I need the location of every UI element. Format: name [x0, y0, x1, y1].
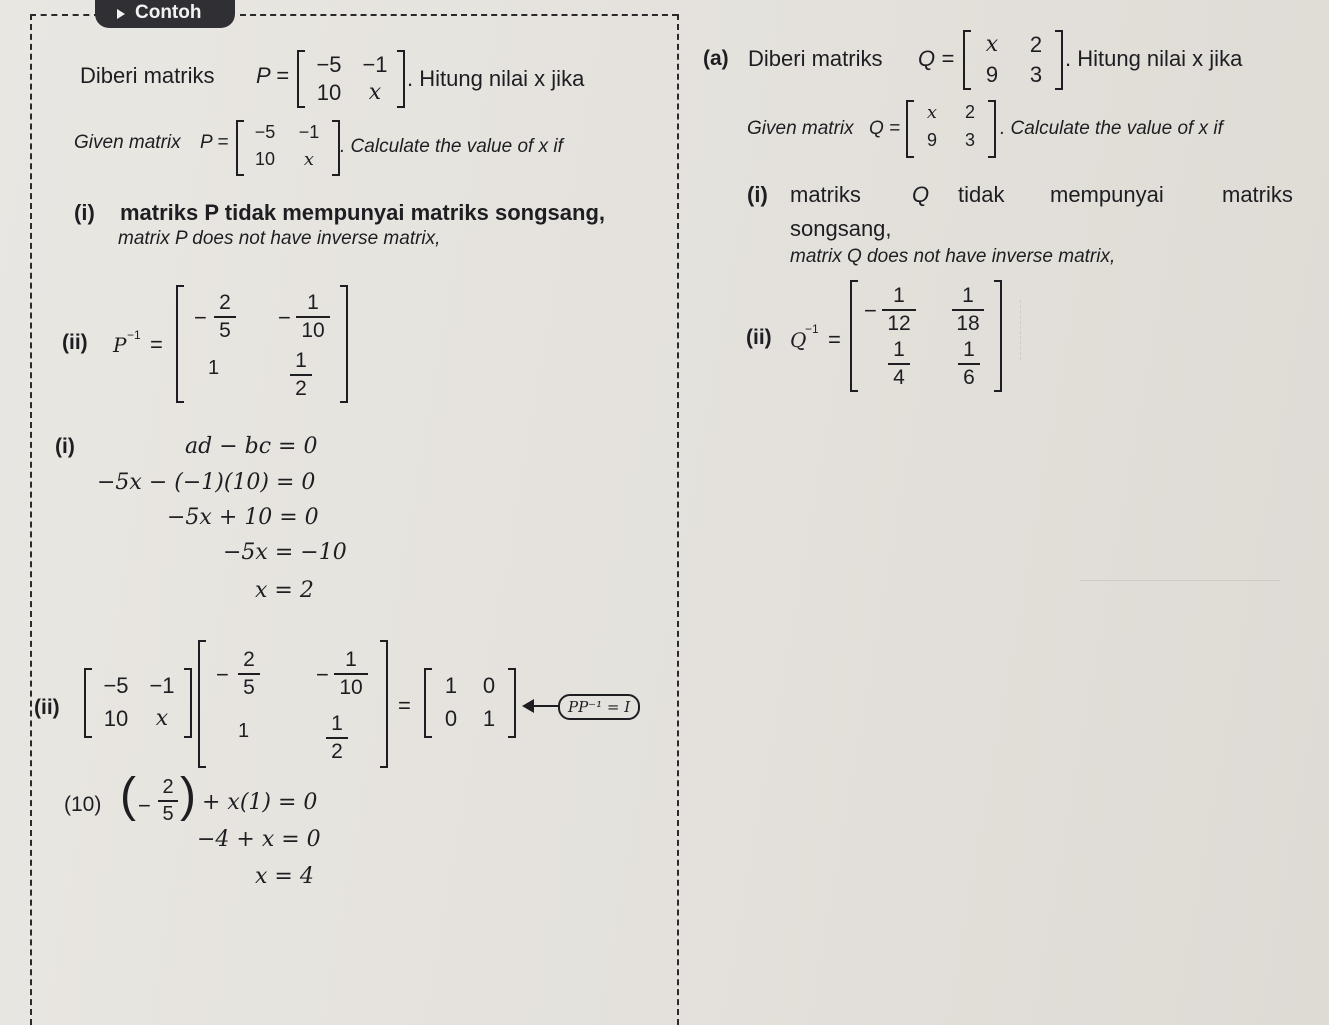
matrix-q-small	[906, 100, 996, 158]
inverse-matrix-q	[850, 280, 1002, 392]
frame-top	[240, 14, 678, 16]
part-i-label: (i)	[747, 182, 768, 207]
inverse-superscript: −1	[805, 322, 819, 336]
matrix-cell: 10	[254, 149, 276, 169]
part-i-text-malay: matriks P tidak mempunyai matriks songsang,	[120, 200, 605, 225]
close-paren: )	[180, 769, 196, 822]
inverse-superscript: −1	[127, 328, 141, 342]
solution-step: x = 2	[255, 578, 314, 603]
solution-step: −5x = −10	[223, 540, 347, 565]
part-i-text-english: matrix P does not have inverse matrix,	[118, 228, 441, 249]
minus-sign: −	[194, 305, 207, 330]
part-a-label: (a)	[703, 47, 729, 70]
equals-sign: =	[150, 332, 163, 357]
bleed-through-mark	[1020, 300, 1261, 360]
frame-top-left	[30, 14, 100, 16]
fraction: 1 10	[334, 648, 368, 700]
matrix-cell: 2	[1029, 32, 1043, 57]
part-i-word: Q	[912, 182, 930, 207]
inverse-matrix-p	[198, 640, 388, 768]
matrix-q	[963, 30, 1063, 90]
solution-ii-label: (ii)	[34, 696, 60, 719]
matrix-name: Q =	[918, 46, 955, 71]
part-i-text-english: matrix Q does not have inverse matrix,	[790, 246, 1116, 267]
question-text-english-end: . Calculate the value of x if	[340, 136, 563, 157]
question-text-english: Given matrix	[747, 118, 854, 139]
frame-left	[30, 14, 32, 1025]
matrix-cell: 2	[964, 102, 975, 122]
matrix-name: P =	[256, 63, 289, 88]
matrix-p	[297, 50, 405, 108]
matrix-cell: −5	[316, 52, 342, 77]
example-tag-label: Contoh	[135, 2, 202, 23]
matrix-cell: 9	[985, 62, 999, 87]
matrix-cell: 1	[238, 720, 250, 742]
solution-i-label: (i)	[55, 435, 75, 458]
part-i-label: (i)	[74, 200, 95, 225]
matrix-cell: −1	[362, 52, 388, 77]
fraction: 1 6	[958, 338, 980, 390]
fraction: 1 18	[952, 284, 984, 336]
solution-step: + x(1) = 0	[202, 790, 318, 815]
fraction: 1 4	[888, 338, 910, 390]
matrix-cell: 0	[482, 673, 496, 698]
matrix-cell: x	[303, 149, 315, 170]
part-i-word: tidak	[958, 182, 1005, 207]
matrix-cell: 10	[316, 80, 342, 105]
question-text-malay: Diberi matriks	[748, 46, 883, 71]
matrix-cell: −1	[298, 122, 320, 142]
fraction: 1 12	[882, 284, 916, 336]
fraction: 2 5	[214, 291, 236, 343]
fraction: 1 2	[290, 349, 312, 401]
minus-sign: −	[216, 662, 229, 687]
matrix-name: Q =	[869, 118, 901, 139]
solution-step: −5x + 10 = 0	[167, 505, 319, 530]
question-text-malay-end: . Hitung nilai x jika	[407, 66, 585, 91]
matrix-cell: 3	[964, 130, 975, 150]
bleed-through-mark	[1080, 520, 1280, 581]
minus-sign: −	[316, 662, 329, 687]
matrix-cell: x	[926, 102, 938, 123]
fraction: 2 5	[158, 776, 178, 826]
solution-step: −5x − (−1)(10) = 0	[97, 470, 316, 495]
part-i-text-malay-line2: songsang,	[790, 216, 892, 241]
column-divider	[677, 14, 679, 1025]
part-i-word: matriks	[1222, 182, 1293, 207]
question-text-malay-end: . Hitung nilai x jika	[1065, 46, 1243, 71]
part-ii-label: (ii)	[62, 331, 88, 354]
part-i-word: mempunyai	[1050, 182, 1164, 207]
question-text-english: Given matrix	[74, 132, 181, 153]
minus-sign: −	[278, 305, 291, 330]
matrix-cell: −1	[149, 673, 175, 698]
minus-sign: −	[864, 298, 877, 323]
example-tag	[95, 0, 235, 28]
identity-note-badge: PP⁻¹ = I	[558, 694, 640, 720]
part-ii-label: (ii)	[746, 326, 772, 349]
matrix-cell: x	[985, 32, 999, 57]
matrix-cell: 0	[444, 706, 458, 731]
matrix-p	[84, 668, 192, 738]
matrix-cell: x	[155, 706, 169, 731]
matrix-cell: 1	[444, 673, 458, 698]
triangle-icon	[117, 9, 125, 19]
matrix-cell: −5	[103, 673, 129, 698]
minus-sign: −	[138, 793, 151, 818]
matrix-cell: 3	[1029, 62, 1043, 87]
matrix-cell: 9	[926, 130, 937, 150]
solution-step-prefix: (10)	[64, 793, 102, 816]
matrix-cell: −5	[254, 122, 276, 142]
matrix-cell: x	[368, 80, 382, 105]
inverse-name: Q	[790, 328, 807, 352]
equals-sign: =	[398, 693, 411, 718]
arrow-left-icon	[522, 696, 560, 716]
solution-step: −4 + x = 0	[197, 827, 321, 852]
matrix-cell: 1	[482, 706, 496, 731]
matrix-p-small	[236, 120, 340, 176]
question-text-english-end: . Calculate the value of x if	[1000, 118, 1223, 139]
fraction: 1 10	[296, 291, 330, 343]
open-paren: (	[120, 769, 136, 822]
part-i-word: matriks	[790, 182, 861, 207]
question-text-malay: Diberi matriks	[80, 63, 215, 88]
solution-step: ad − bc = 0	[185, 434, 318, 459]
identity-matrix	[424, 668, 516, 738]
fraction: 2 5	[238, 648, 260, 700]
inverse-matrix-p	[176, 285, 348, 403]
matrix-cell: 10	[103, 706, 129, 731]
matrix-name: P =	[200, 132, 229, 153]
fraction: 1 2	[326, 712, 348, 764]
solution-step: x = 4	[255, 864, 314, 889]
equals-sign: =	[828, 327, 841, 352]
inverse-name: P	[113, 333, 127, 357]
matrix-cell: 1	[208, 357, 220, 379]
